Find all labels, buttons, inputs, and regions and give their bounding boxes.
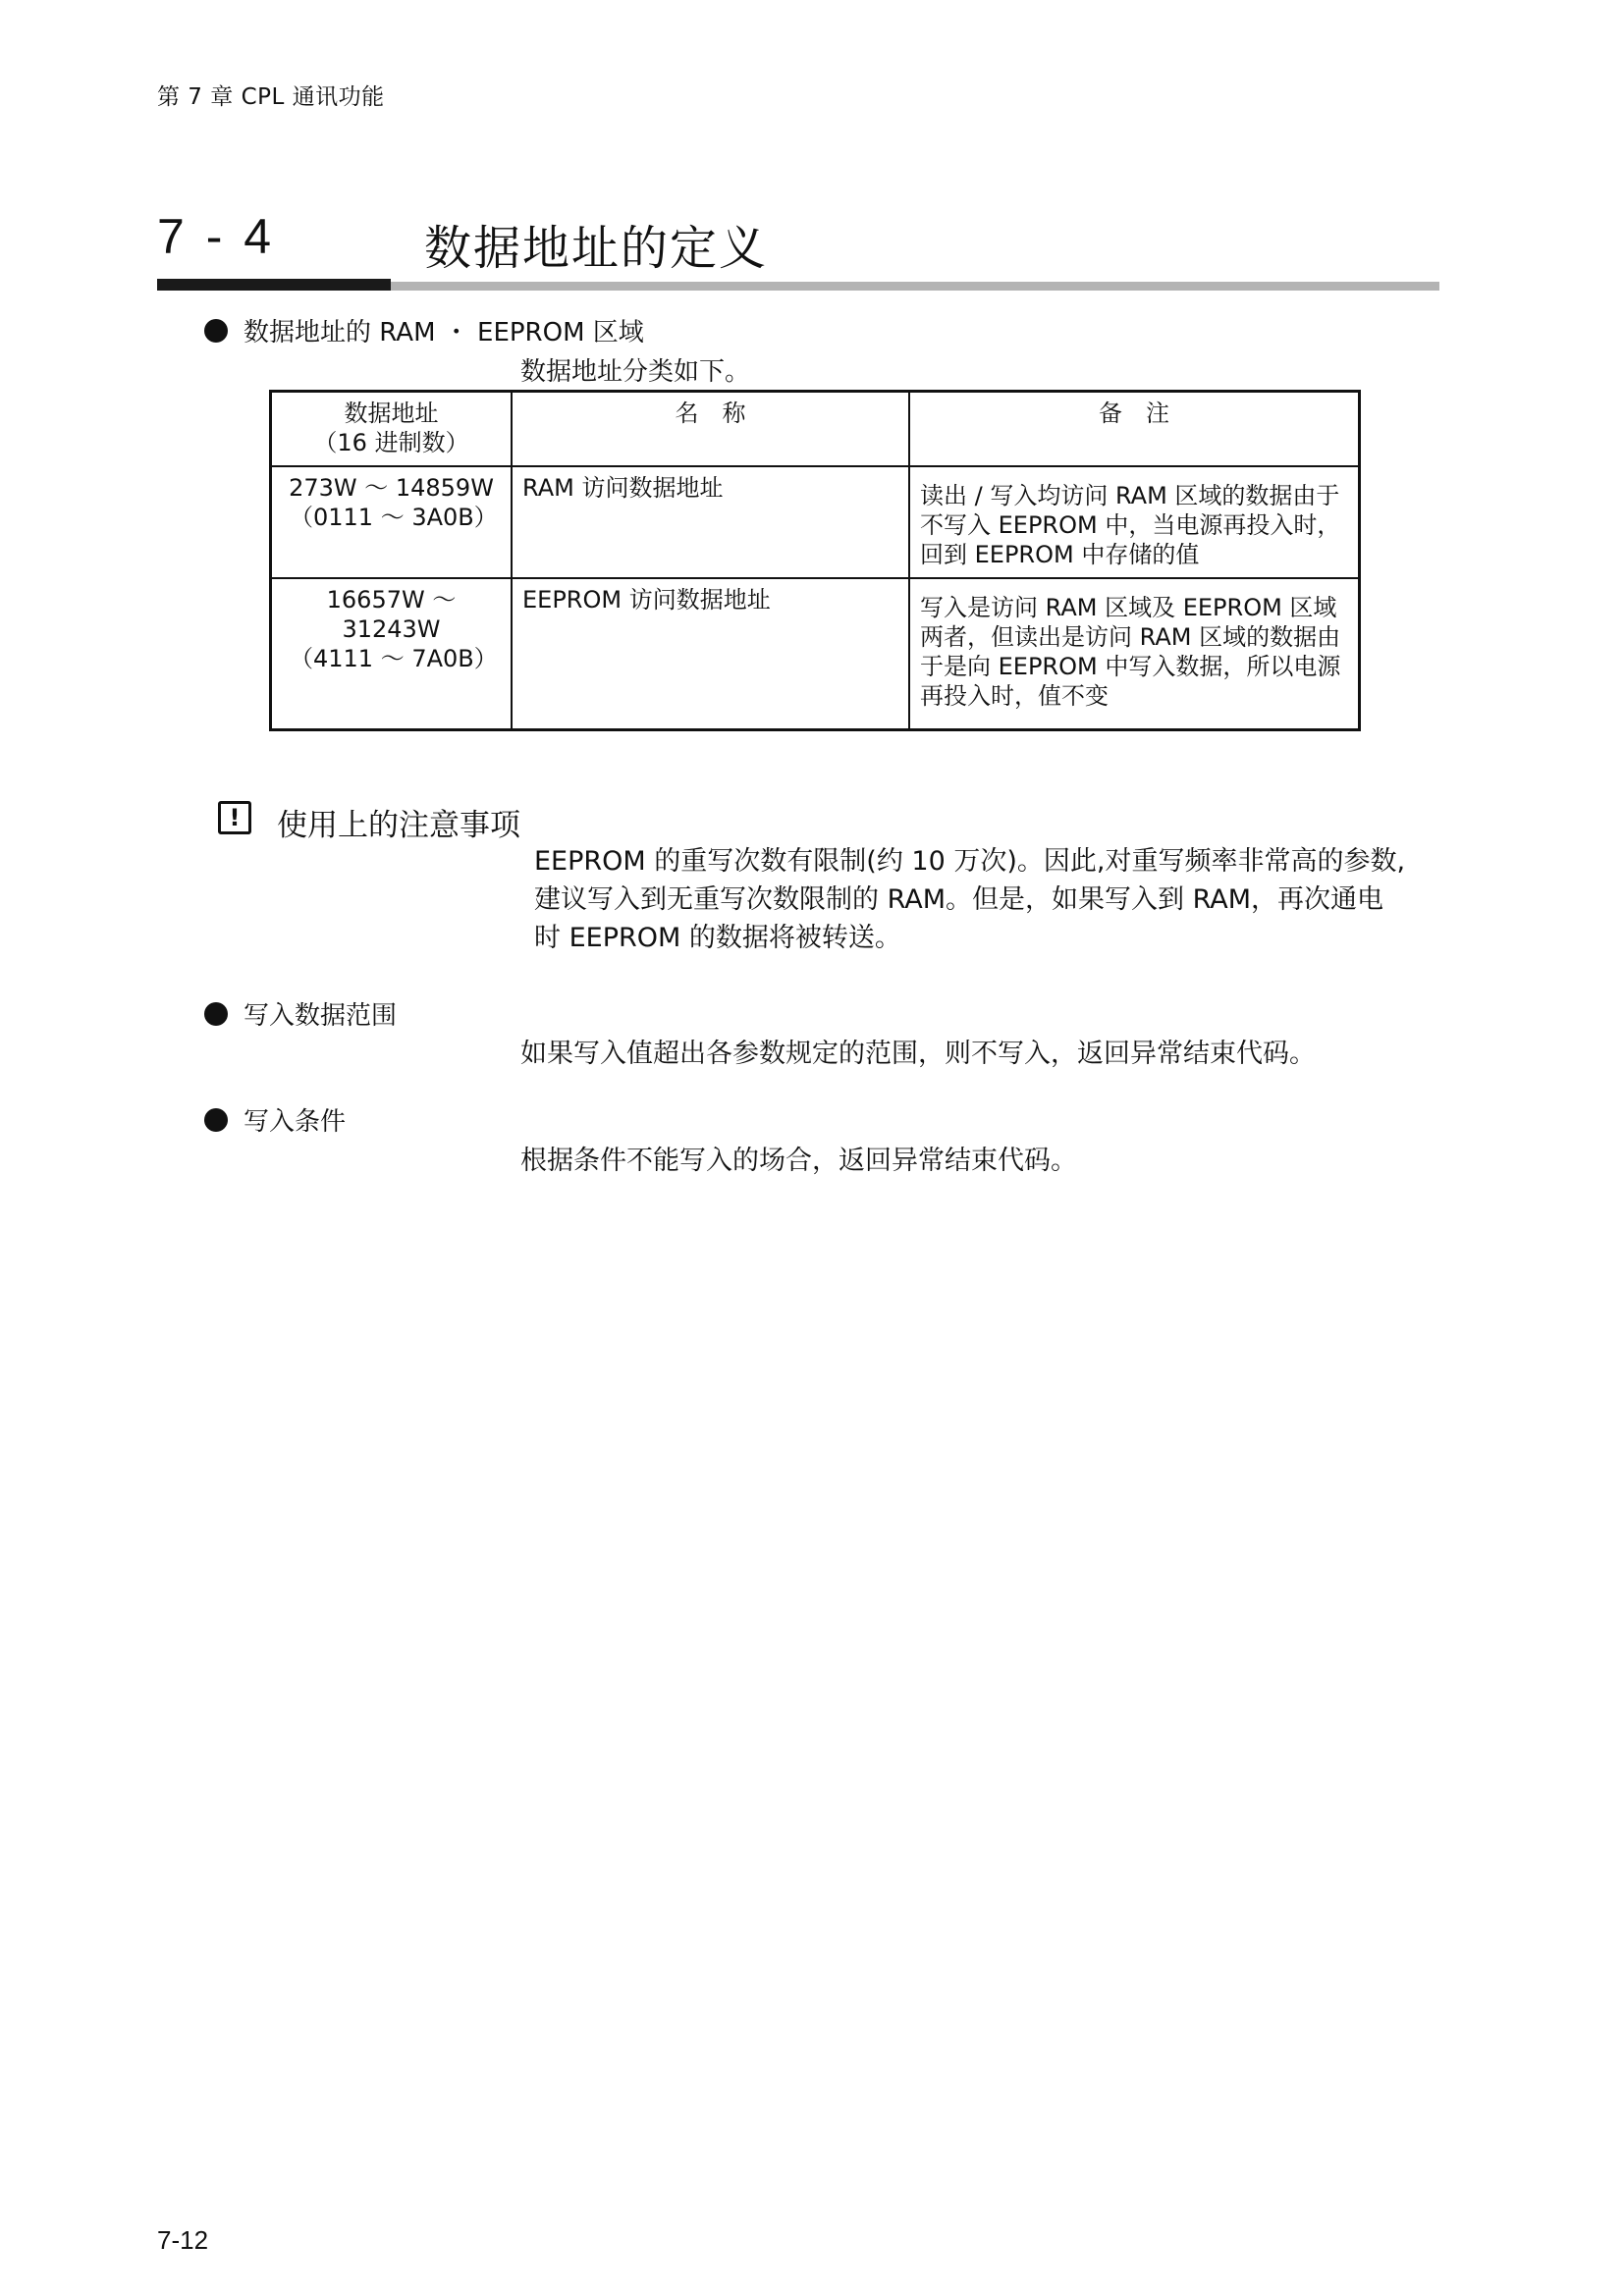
caution-line: EEPROM 的重写次数有限制(约 10 万次)。因此,对重写频率非常高的参数, [534, 846, 1406, 877]
cell-name: RAM 访问数据地址 [512, 466, 909, 578]
section-rule-light [391, 282, 1439, 291]
section-title: 数据地址的定义 [424, 221, 769, 276]
caution-title: 使用上的注意事项 [277, 808, 520, 843]
section-number: 7 - 4 [157, 209, 276, 264]
bullet-icon [204, 319, 228, 343]
header-address-line1: 数据地址 [344, 400, 439, 427]
ram-eeprom-heading [204, 312, 644, 348]
header-address [271, 392, 513, 467]
write-range-text: 如果写入值超出各参数规定的范围，则不写入，返回异常结束代码。 [520, 1039, 1316, 1069]
write-range-heading [204, 995, 397, 1032]
caution-body [534, 842, 1437, 957]
section-rule-dark [157, 279, 391, 291]
cell-note: 写入是访问 RAM 区域及 EEPROM 区域两者，但读出是访问 RAM 区域的数据由于是向 EEPROM 中写入数据，所以电源再投入时，值不变 [909, 578, 1360, 730]
bullet-icon [204, 1108, 228, 1132]
write-range-heading-text: 写入数据范围 [244, 1001, 398, 1031]
header-address-line2: （16 进制数） [313, 429, 469, 456]
page-number: 7-12 [157, 2225, 209, 2255]
caution-line: 时 EEPROM 的数据将被转送。 [534, 923, 901, 953]
address-hex-range: （0111 ～ 3A0B） [290, 504, 498, 531]
address-table [269, 390, 1361, 731]
table-row [271, 466, 1360, 578]
classification-intro: 数据地址分类如下。 [520, 357, 751, 387]
write-condition-text: 根据条件不能写入的场合，返回异常结束代码。 [520, 1146, 1077, 1176]
address-range: 16657W ～ 31243W [326, 586, 457, 643]
write-condition-heading-text: 写入条件 [244, 1107, 347, 1137]
chapter-header: 第 7 章 CPL 通讯功能 [157, 84, 385, 110]
ram-eeprom-heading-text: 数据地址的 RAM ・ EEPROM 区域 [244, 318, 644, 347]
table-row [271, 578, 1360, 730]
cell-note: 读出 / 写入均访问 RAM 区域的数据由于不写入 EEPROM 中，当电源再投入时，回到 EEPROM 中存储的值 [909, 466, 1360, 578]
table-header-row [271, 392, 1360, 467]
header-note: 备 注 [909, 392, 1360, 467]
cell-address [271, 466, 513, 578]
address-range: 273W ～ 14859W [289, 474, 494, 502]
write-condition-heading [204, 1101, 346, 1138]
address-hex-range: （4111 ～ 7A0B） [290, 645, 498, 672]
bullet-icon [204, 1002, 228, 1026]
caution-line: 建议写入到无重写次数限制的 RAM。但是，如果写入到 RAM，再次通电 [534, 884, 1384, 915]
header-name: 名 称 [512, 392, 909, 467]
caution-icon: ! [218, 801, 251, 834]
cell-name: EEPROM 访问数据地址 [512, 578, 909, 730]
cell-address [271, 578, 513, 730]
